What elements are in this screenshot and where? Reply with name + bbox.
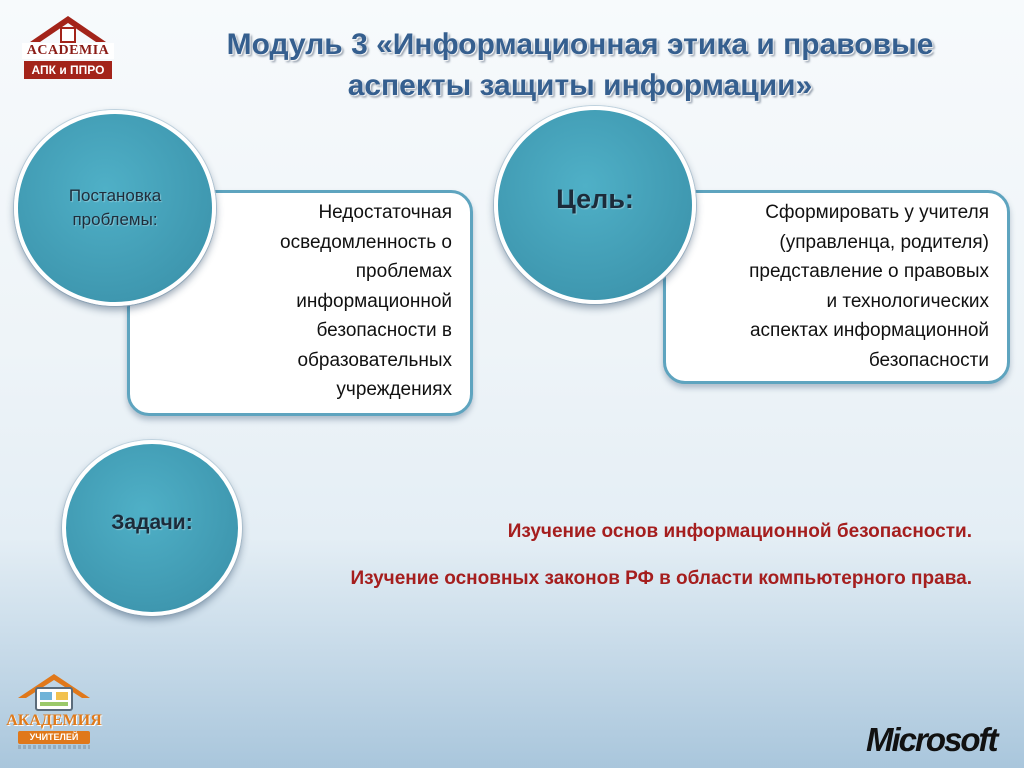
- goal-line: и технологических: [826, 290, 989, 312]
- academia-logo: [22, 14, 114, 82]
- task-item: Изучение основ информационной безопасности.: [507, 521, 972, 542]
- academy-teachers-logo: [4, 672, 104, 754]
- logo-subtitle: АПК и ППРО: [24, 61, 112, 79]
- goal-line: (управленца, родителя): [779, 231, 989, 253]
- task-item: Изучение основных законов РФ в области компьютерного права.: [350, 568, 972, 589]
- logo-bottom-subtitle: УЧИТЕЛЕЙ: [18, 731, 90, 744]
- page-title-line-1: Модуль 3 «Информационная этика и правовые: [226, 28, 934, 61]
- microsoft-logo: Microsoft: [866, 721, 997, 758]
- computer-house-icon: [16, 672, 92, 716]
- problem-line: Недостаточная: [318, 202, 452, 223]
- tasks-circle: [62, 440, 242, 616]
- goal-text: [676, 198, 989, 375]
- problem-circle: [14, 110, 216, 306]
- page-title-line-2: аспекты защиты информации»: [347, 69, 813, 102]
- goal-line: представление о правовых: [749, 261, 989, 282]
- problem-line: проблемах: [355, 261, 452, 282]
- goal-line: Сформировать у учителя: [765, 202, 989, 223]
- problem-line: информационной: [296, 290, 452, 312]
- goal-line: аспектах информационной: [749, 320, 989, 341]
- problem-line: осведомленность о: [280, 231, 452, 253]
- problem-line: учреждениях: [336, 379, 452, 400]
- logo-bottom-caption: [18, 745, 90, 749]
- logo-name: ACADEMIA: [22, 43, 114, 59]
- logo-bottom-name: АКАДЕМИЯ: [6, 712, 102, 729]
- tasks-circle-label: Задачи:: [111, 511, 193, 534]
- problem-circle-label: Постановка проблемы:: [68, 186, 162, 229]
- goal-circle: [494, 106, 696, 304]
- problem-text: [200, 198, 452, 405]
- problem-line: образовательных: [297, 349, 452, 371]
- roof-icon: [28, 14, 108, 44]
- problem-line: безопасности в: [316, 320, 452, 341]
- goal-line: безопасности: [868, 349, 989, 371]
- goal-circle-label: Цель:: [556, 183, 634, 214]
- page-title: [170, 24, 990, 106]
